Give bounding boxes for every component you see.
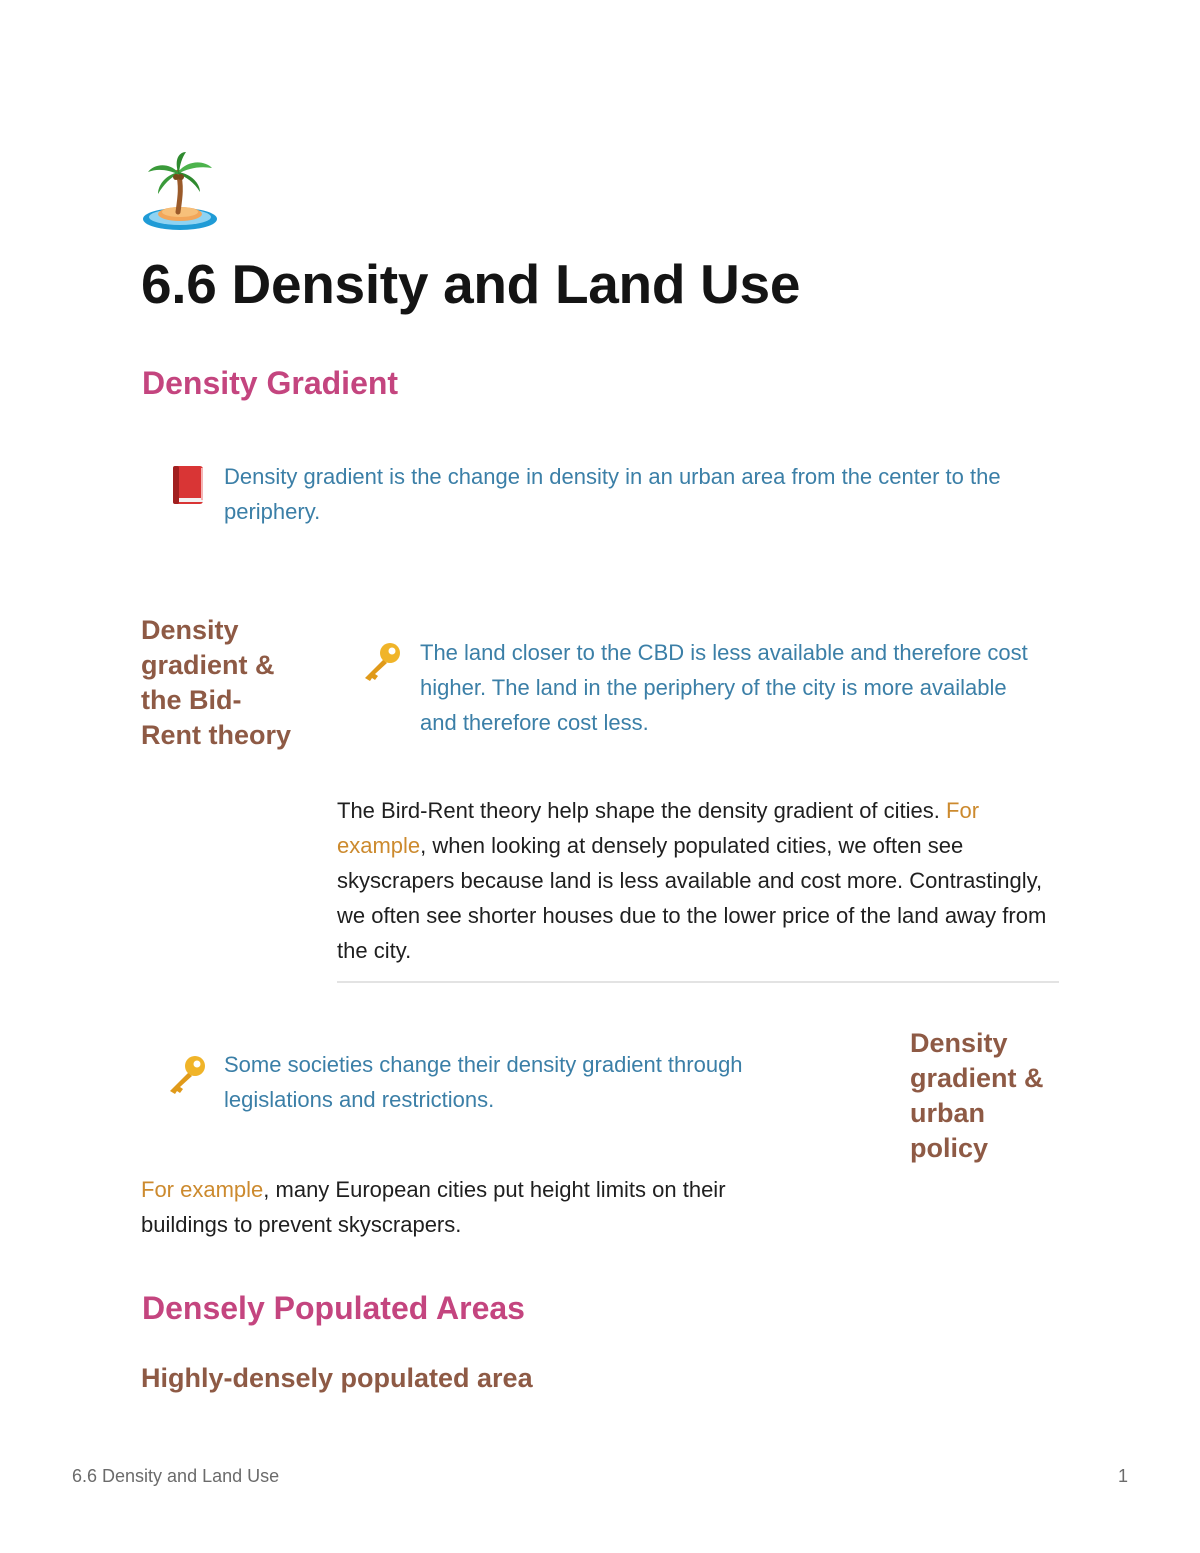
- section-heading-densely-populated: Densely Populated Areas: [142, 1290, 525, 1326]
- bid-rent-paragraph: The Bird-Rent theory help shape the density gradient of cities. For example, when looking at densely populated cities, we often see skyscrapers because land is less available and cost more. Contrastingly, we often see shorter houses due to the lower price of the land away from the city.: [337, 798, 1047, 963]
- european-cities-paragraph: For example, many European cities put height limits on their buildings to prevent skyscrapers.: [141, 1177, 726, 1237]
- divider: [337, 981, 1059, 983]
- side-heading-urban-policy: Density gradient & urban policy: [910, 1028, 1044, 1163]
- for-example-label: For example: [337, 798, 980, 858]
- key-point-callout-policy: Some societies change their density gradient through legislations and restrictions.: [224, 1052, 743, 1112]
- footer-title: 6.6 Density and Land Use: [72, 1466, 280, 1486]
- red-book-icon: [170, 464, 206, 506]
- page-title: 6.6 Density and Land Use: [141, 253, 801, 315]
- definition-callout: Density gradient is the change in density in an urban area from the center to the periphery.: [224, 464, 1001, 524]
- column-heading-bid-rent: Density gradient & the Bid-Rent theory: [141, 615, 292, 750]
- key-point-callout-cbd: The land closer to the CBD is less available and therefore cost higher. The land in the periphery of the city is more available and therefore cost less.: [420, 640, 1028, 735]
- page-number: 1: [1118, 1466, 1129, 1486]
- key-icon: [166, 1053, 208, 1095]
- for-example-label: For example: [141, 1177, 264, 1202]
- desert-island-icon: [140, 150, 224, 240]
- key-icon: [361, 640, 403, 682]
- section-heading-density-gradient: Density Gradient: [142, 365, 399, 401]
- subheading-highly-dense: Highly-densely populated area: [141, 1363, 533, 1393]
